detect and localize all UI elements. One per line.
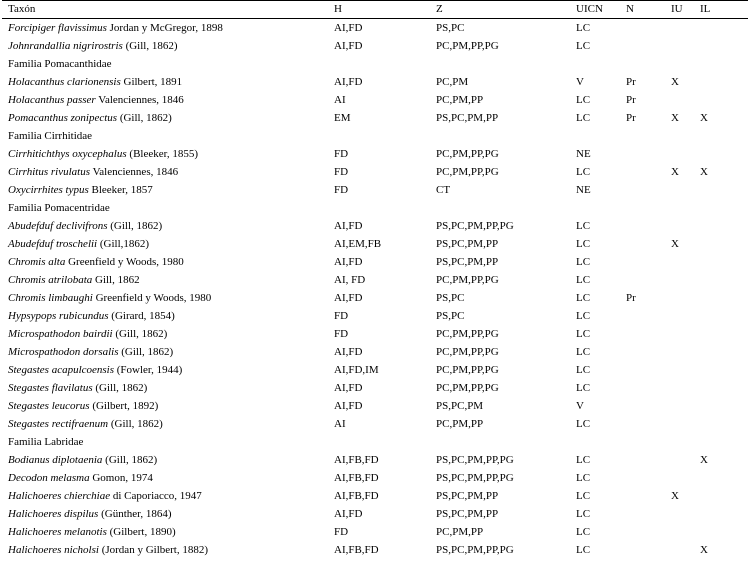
zone-cell: PC,PM,PP,PG bbox=[436, 40, 499, 52]
header-n: N bbox=[626, 3, 634, 15]
taxon-cell bbox=[2, 91, 328, 109]
il-cell: X bbox=[700, 166, 708, 178]
habitat-cell: AI,FD bbox=[334, 382, 363, 394]
header-taxon: Taxón bbox=[8, 3, 36, 15]
author-year: (Gilbert, 1890) bbox=[106, 526, 176, 538]
author-year: (Gill, 1862) bbox=[92, 382, 148, 394]
il-cell bbox=[694, 73, 748, 91]
uicn-cell: LC bbox=[576, 490, 591, 502]
author-year: (Gill, 1862) bbox=[102, 454, 158, 466]
nom-cell: Pr bbox=[626, 112, 636, 124]
author-year: Greenfield y Woods, 1980 bbox=[92, 292, 212, 304]
nom-cell bbox=[620, 415, 665, 433]
table-row bbox=[2, 91, 748, 109]
il-cell bbox=[694, 361, 748, 379]
scientific-name: Halichoeres chierchiae bbox=[8, 490, 111, 502]
taxon-cell bbox=[2, 325, 328, 343]
taxon-cell bbox=[2, 217, 328, 235]
scientific-name: Stegastes flavilatus bbox=[8, 382, 93, 394]
table-row bbox=[2, 37, 748, 55]
zone-cell: PS,PC,PM,PP,PG bbox=[436, 472, 514, 484]
il-cell bbox=[694, 343, 748, 361]
habitat-cell: AI,FD bbox=[334, 220, 363, 232]
uicn-cell: LC bbox=[576, 346, 591, 358]
uicn-cell: LC bbox=[576, 544, 591, 556]
uicn-cell: LC bbox=[576, 22, 591, 34]
zone-cell: PS,PC,PM,PP bbox=[436, 508, 499, 520]
taxon-cell bbox=[2, 523, 328, 541]
author-year: (Gill, 1862) bbox=[117, 112, 172, 124]
il-cell bbox=[694, 271, 748, 289]
author-year: (Gill, 1862) bbox=[118, 346, 174, 358]
family-row bbox=[2, 433, 748, 451]
taxon-cell bbox=[2, 289, 328, 307]
habitat-cell: EM bbox=[334, 112, 351, 124]
il-cell bbox=[694, 235, 748, 253]
uicn-cell: LC bbox=[576, 454, 591, 466]
table-body bbox=[2, 19, 748, 560]
zone-cell: PS,PC,PM,PP bbox=[436, 238, 499, 250]
uicn-cell: LC bbox=[576, 526, 591, 538]
habitat-cell: AI bbox=[334, 418, 346, 430]
zone-cell: CT bbox=[436, 184, 451, 196]
habitat-cell: AI,FD bbox=[334, 22, 363, 34]
nom-cell bbox=[620, 37, 665, 55]
table-row bbox=[2, 343, 748, 361]
taxon-cell bbox=[2, 541, 328, 559]
scientific-name: Forcipiger flavissimus bbox=[8, 22, 107, 34]
il-cell bbox=[694, 325, 748, 343]
family-row bbox=[2, 127, 748, 145]
taxon-cell bbox=[2, 19, 328, 38]
nom-cell bbox=[620, 307, 665, 325]
uicn-cell: LC bbox=[576, 112, 591, 124]
scientific-name: Microspathodon bairdii bbox=[8, 328, 113, 340]
uicn-cell: LC bbox=[576, 274, 591, 286]
author-year: (Gill, 1862) bbox=[112, 328, 168, 340]
scientific-name: Microspathodon dorsalis bbox=[8, 346, 119, 358]
table-row bbox=[2, 505, 748, 523]
taxon-cell bbox=[2, 145, 328, 163]
habitat-cell: AI,FD bbox=[334, 292, 363, 304]
nom-cell bbox=[620, 343, 665, 361]
family-row bbox=[2, 199, 748, 217]
habitat-cell: AI,FD bbox=[334, 256, 363, 268]
habitat-cell: AI, FD bbox=[334, 274, 366, 286]
iu-cell bbox=[665, 343, 694, 361]
scientific-name: Abudefduf troschelii bbox=[8, 238, 98, 250]
uicn-cell: LC bbox=[576, 382, 591, 394]
il-cell bbox=[694, 37, 748, 55]
table-row bbox=[2, 523, 748, 541]
habitat-cell: FD bbox=[334, 148, 349, 160]
zone-cell: PS,PC,PM,PP bbox=[436, 256, 499, 268]
scientific-name: Cirrhitichthys oxycephalus bbox=[8, 148, 127, 160]
il-cell bbox=[694, 487, 748, 505]
taxon-cell bbox=[2, 271, 328, 289]
nom-cell bbox=[620, 505, 665, 523]
author-year: Bleeker, 1857 bbox=[88, 184, 153, 196]
table-row bbox=[2, 397, 748, 415]
il-cell bbox=[694, 145, 748, 163]
author-year: (Gill, 1862) bbox=[108, 418, 163, 430]
il-cell bbox=[694, 469, 748, 487]
zone-cell: PC,PM,PP,PG bbox=[436, 274, 499, 286]
zone-cell: PC,PM,PP,PG bbox=[436, 166, 499, 178]
author-year: (Bleeker, 1855) bbox=[126, 148, 198, 160]
author-year: Valenciennes, 1846 bbox=[90, 166, 179, 178]
habitat-cell: AI,EM,FB bbox=[334, 238, 382, 250]
table-row bbox=[2, 145, 748, 163]
zone-cell: PS,PC,PM,PP,PG bbox=[436, 220, 514, 232]
author-year: (Gill,1862) bbox=[97, 238, 150, 250]
scientific-name: Decodon melasma bbox=[8, 472, 90, 484]
il-cell bbox=[694, 397, 748, 415]
nom-cell: Pr bbox=[626, 94, 636, 106]
taxon-cell bbox=[2, 469, 328, 487]
taxon-cell bbox=[2, 397, 328, 415]
table-row bbox=[2, 217, 748, 235]
author-year: (Günther, 1864) bbox=[98, 508, 172, 520]
table-row bbox=[2, 253, 748, 271]
species-table bbox=[2, 0, 748, 559]
taxon-cell bbox=[2, 343, 328, 361]
nom-cell bbox=[620, 487, 665, 505]
habitat-cell: AI,FD bbox=[334, 346, 363, 358]
iu-cell bbox=[665, 505, 694, 523]
table-row bbox=[2, 235, 748, 253]
taxon-cell bbox=[2, 505, 328, 523]
table-row bbox=[2, 73, 748, 91]
iu-cell bbox=[665, 91, 694, 109]
nom-cell bbox=[620, 397, 665, 415]
il-cell bbox=[694, 379, 748, 397]
uicn-cell: LC bbox=[576, 508, 591, 520]
table-row bbox=[2, 271, 748, 289]
family-name: Familia Labridae bbox=[8, 436, 84, 448]
zone-cell: PC,PM bbox=[436, 76, 469, 88]
il-cell bbox=[694, 91, 748, 109]
habitat-cell: AI bbox=[334, 94, 346, 106]
il-cell bbox=[694, 217, 748, 235]
author-year: (Jordan y Gilbert, 1882) bbox=[98, 544, 209, 556]
header-row bbox=[2, 1, 748, 19]
iu-cell bbox=[665, 451, 694, 469]
scientific-name: Oxycirrhites typus bbox=[8, 184, 89, 196]
uicn-cell: LC bbox=[576, 310, 591, 322]
iu-cell bbox=[665, 325, 694, 343]
nom-cell: Pr bbox=[626, 76, 636, 88]
il-cell bbox=[694, 415, 748, 433]
il-cell: X bbox=[700, 544, 708, 556]
il-cell: X bbox=[700, 112, 708, 124]
nom-cell: Pr bbox=[626, 292, 636, 304]
header-z: Z bbox=[436, 3, 443, 15]
iu-cell bbox=[665, 145, 694, 163]
family-name: Familia Pomacanthidae bbox=[8, 58, 112, 70]
table-row bbox=[2, 181, 748, 199]
uicn-cell: LC bbox=[576, 238, 591, 250]
zone-cell: PC,PM,PP,PG bbox=[436, 382, 499, 394]
table-row bbox=[2, 163, 748, 181]
nom-cell bbox=[620, 361, 665, 379]
family-name: Familia Pomacentridae bbox=[8, 202, 110, 214]
header-iu: IU bbox=[671, 3, 683, 15]
author-year: Gomon, 1974 bbox=[89, 472, 153, 484]
habitat-cell: FD bbox=[334, 526, 349, 538]
taxon-cell bbox=[2, 307, 328, 325]
table-row bbox=[2, 487, 748, 505]
nom-cell bbox=[620, 217, 665, 235]
taxon-cell bbox=[2, 379, 328, 397]
il-cell bbox=[694, 289, 748, 307]
author-year: (Gill, 1862) bbox=[122, 40, 178, 52]
uicn-cell: LC bbox=[576, 418, 591, 430]
iu-cell bbox=[665, 37, 694, 55]
iu-cell bbox=[665, 181, 694, 199]
iu-cell bbox=[665, 271, 694, 289]
nom-cell bbox=[620, 523, 665, 541]
zone-cell: PC,PM,PP,PG bbox=[436, 148, 499, 160]
scientific-name: Pomacanthus zonipectus bbox=[8, 112, 118, 124]
table-row bbox=[2, 541, 748, 559]
habitat-cell: AI,FB,FD bbox=[334, 472, 379, 484]
taxon-cell bbox=[2, 109, 328, 127]
taxon-cell bbox=[2, 415, 328, 433]
nom-cell bbox=[620, 163, 665, 181]
zone-cell: PC,PM,PP bbox=[436, 94, 484, 106]
scientific-name: Holacanthus passer bbox=[8, 94, 96, 106]
author-year: Gilbert, 1891 bbox=[120, 76, 183, 88]
table-row bbox=[2, 469, 748, 487]
table-row bbox=[2, 451, 748, 469]
taxon-cell bbox=[2, 163, 328, 181]
scientific-name: Bodianus diplotaenia bbox=[8, 454, 103, 466]
nom-cell bbox=[620, 271, 665, 289]
zone-cell: PC,PM,PP,PG bbox=[436, 364, 499, 376]
nom-cell bbox=[620, 451, 665, 469]
iu-cell bbox=[665, 379, 694, 397]
scientific-name: Stegastes leucorus bbox=[8, 400, 90, 412]
taxon-cell bbox=[2, 37, 328, 55]
taxon-cell bbox=[2, 361, 328, 379]
uicn-cell: LC bbox=[576, 166, 591, 178]
uicn-cell: LC bbox=[576, 472, 591, 484]
scientific-name: Stegastes rectifraenum bbox=[8, 418, 109, 430]
habitat-cell: AI,FD bbox=[334, 508, 363, 520]
il-cell bbox=[694, 19, 748, 38]
habitat-cell: AI,FB,FD bbox=[334, 544, 379, 556]
il-cell bbox=[694, 253, 748, 271]
zone-cell: PS,PC,PM,PP,PG bbox=[436, 544, 514, 556]
scientific-name: Hypsypops rubicundus bbox=[8, 310, 109, 322]
iu-cell bbox=[665, 397, 694, 415]
nom-cell bbox=[620, 325, 665, 343]
iu-cell: X bbox=[671, 112, 679, 124]
habitat-cell: FD bbox=[334, 166, 349, 178]
header-uicn: UICN bbox=[576, 3, 603, 15]
scientific-name: Abudefduf declivifrons bbox=[8, 220, 108, 232]
iu-cell bbox=[665, 217, 694, 235]
zone-cell: PC,PM,PP bbox=[436, 418, 484, 430]
nom-cell bbox=[620, 181, 665, 199]
nom-cell bbox=[620, 145, 665, 163]
scientific-name: Halichoeres melanotis bbox=[8, 526, 107, 538]
iu-cell: X bbox=[671, 166, 679, 178]
nom-cell bbox=[620, 379, 665, 397]
zone-cell: PS,PC bbox=[436, 310, 465, 322]
uicn-cell: LC bbox=[576, 220, 591, 232]
table-row bbox=[2, 361, 748, 379]
iu-cell bbox=[665, 415, 694, 433]
author-year: Valenciennes, 1846 bbox=[95, 94, 184, 106]
uicn-cell: LC bbox=[576, 292, 591, 304]
habitat-cell: AI,FB,FD bbox=[334, 490, 379, 502]
taxon-cell bbox=[2, 451, 328, 469]
uicn-cell: NE bbox=[576, 184, 591, 196]
table-row bbox=[2, 289, 748, 307]
zone-cell: PC,PM,PP,PG bbox=[436, 346, 499, 358]
scientific-name: Cirrhitus rivulatus bbox=[8, 166, 91, 178]
zone-cell: PS,PC,PM,PP bbox=[436, 112, 499, 124]
habitat-cell: FD bbox=[334, 184, 349, 196]
table-row bbox=[2, 415, 748, 433]
author-year: di Caporiacco, 1947 bbox=[110, 490, 202, 502]
table-row bbox=[2, 307, 748, 325]
iu-cell bbox=[665, 307, 694, 325]
nom-cell bbox=[620, 253, 665, 271]
iu-cell bbox=[665, 361, 694, 379]
habitat-cell: AI,FB,FD bbox=[334, 454, 379, 466]
zone-cell: PC,PM,PP bbox=[436, 526, 484, 538]
table-row bbox=[2, 109, 748, 127]
author-year: (Fowler, 1944) bbox=[114, 364, 183, 376]
scientific-name: Johnrandallia nigrirostris bbox=[8, 40, 123, 52]
il-cell: X bbox=[700, 454, 708, 466]
iu-cell bbox=[665, 469, 694, 487]
table-row bbox=[2, 379, 748, 397]
scientific-name: Stegastes acapulcoensis bbox=[8, 364, 115, 376]
uicn-cell: LC bbox=[576, 328, 591, 340]
author-year: Greenfield y Woods, 1980 bbox=[65, 256, 184, 268]
habitat-cell: AI,FD bbox=[334, 400, 363, 412]
taxon-cell bbox=[2, 253, 328, 271]
author-year: Jordan y McGregor, 1898 bbox=[106, 22, 223, 34]
scientific-name: Chromis atrilobata bbox=[8, 274, 93, 286]
taxon-cell bbox=[2, 487, 328, 505]
scientific-name: Chromis alta bbox=[8, 256, 66, 268]
iu-cell bbox=[665, 523, 694, 541]
habitat-cell: AI,FD bbox=[334, 76, 363, 88]
iu-cell: X bbox=[671, 490, 679, 502]
nom-cell bbox=[620, 19, 665, 38]
uicn-cell: LC bbox=[576, 256, 591, 268]
uicn-cell: NE bbox=[576, 148, 591, 160]
header-il: IL bbox=[700, 3, 711, 15]
iu-cell: X bbox=[671, 76, 679, 88]
taxon-cell bbox=[2, 235, 328, 253]
author-year: (Gilbert, 1892) bbox=[89, 400, 159, 412]
zone-cell: PS,PC,PM bbox=[436, 400, 484, 412]
header-h: H bbox=[334, 3, 342, 15]
nom-cell bbox=[620, 235, 665, 253]
habitat-cell: AI,FD,IM bbox=[334, 364, 379, 376]
taxon-cell bbox=[2, 181, 328, 199]
uicn-cell: V bbox=[576, 400, 584, 412]
zone-cell: PS,PC,PM,PP,PG bbox=[436, 454, 514, 466]
scientific-name: Halichoeres nicholsi bbox=[8, 544, 99, 556]
iu-cell bbox=[665, 19, 694, 38]
uicn-cell: LC bbox=[576, 94, 591, 106]
iu-cell bbox=[665, 541, 694, 559]
il-cell bbox=[694, 181, 748, 199]
il-cell bbox=[694, 307, 748, 325]
uicn-cell: V bbox=[576, 76, 584, 88]
nom-cell bbox=[620, 469, 665, 487]
scientific-name: Halichoeres dispilus bbox=[8, 508, 99, 520]
scientific-name: Chromis limbaughi bbox=[8, 292, 93, 304]
il-cell bbox=[694, 523, 748, 541]
habitat-cell: AI,FD bbox=[334, 40, 363, 52]
habitat-cell: FD bbox=[334, 328, 349, 340]
table-row bbox=[2, 325, 748, 343]
habitat-cell: FD bbox=[334, 310, 349, 322]
zone-cell: PS,PC bbox=[436, 292, 465, 304]
iu-cell bbox=[665, 253, 694, 271]
il-cell bbox=[694, 505, 748, 523]
author-year: (Girard, 1854) bbox=[108, 310, 175, 322]
zone-cell: PC,PM,PP,PG bbox=[436, 328, 499, 340]
iu-cell: X bbox=[671, 238, 679, 250]
nom-cell bbox=[620, 541, 665, 559]
taxon-cell bbox=[2, 73, 328, 91]
zone-cell: PS,PC bbox=[436, 22, 465, 34]
scientific-name: Holacanthus clarionensis bbox=[8, 76, 121, 88]
family-row bbox=[2, 55, 748, 73]
uicn-cell: LC bbox=[576, 364, 591, 376]
author-year: (Gill, 1862) bbox=[107, 220, 163, 232]
uicn-cell: LC bbox=[576, 40, 591, 52]
author-year: Gill, 1862 bbox=[92, 274, 140, 286]
table-row bbox=[2, 19, 748, 38]
family-name: Familia Cirrhitidae bbox=[8, 130, 93, 142]
zone-cell: PS,PC,PM,PP bbox=[436, 490, 499, 502]
iu-cell bbox=[665, 289, 694, 307]
